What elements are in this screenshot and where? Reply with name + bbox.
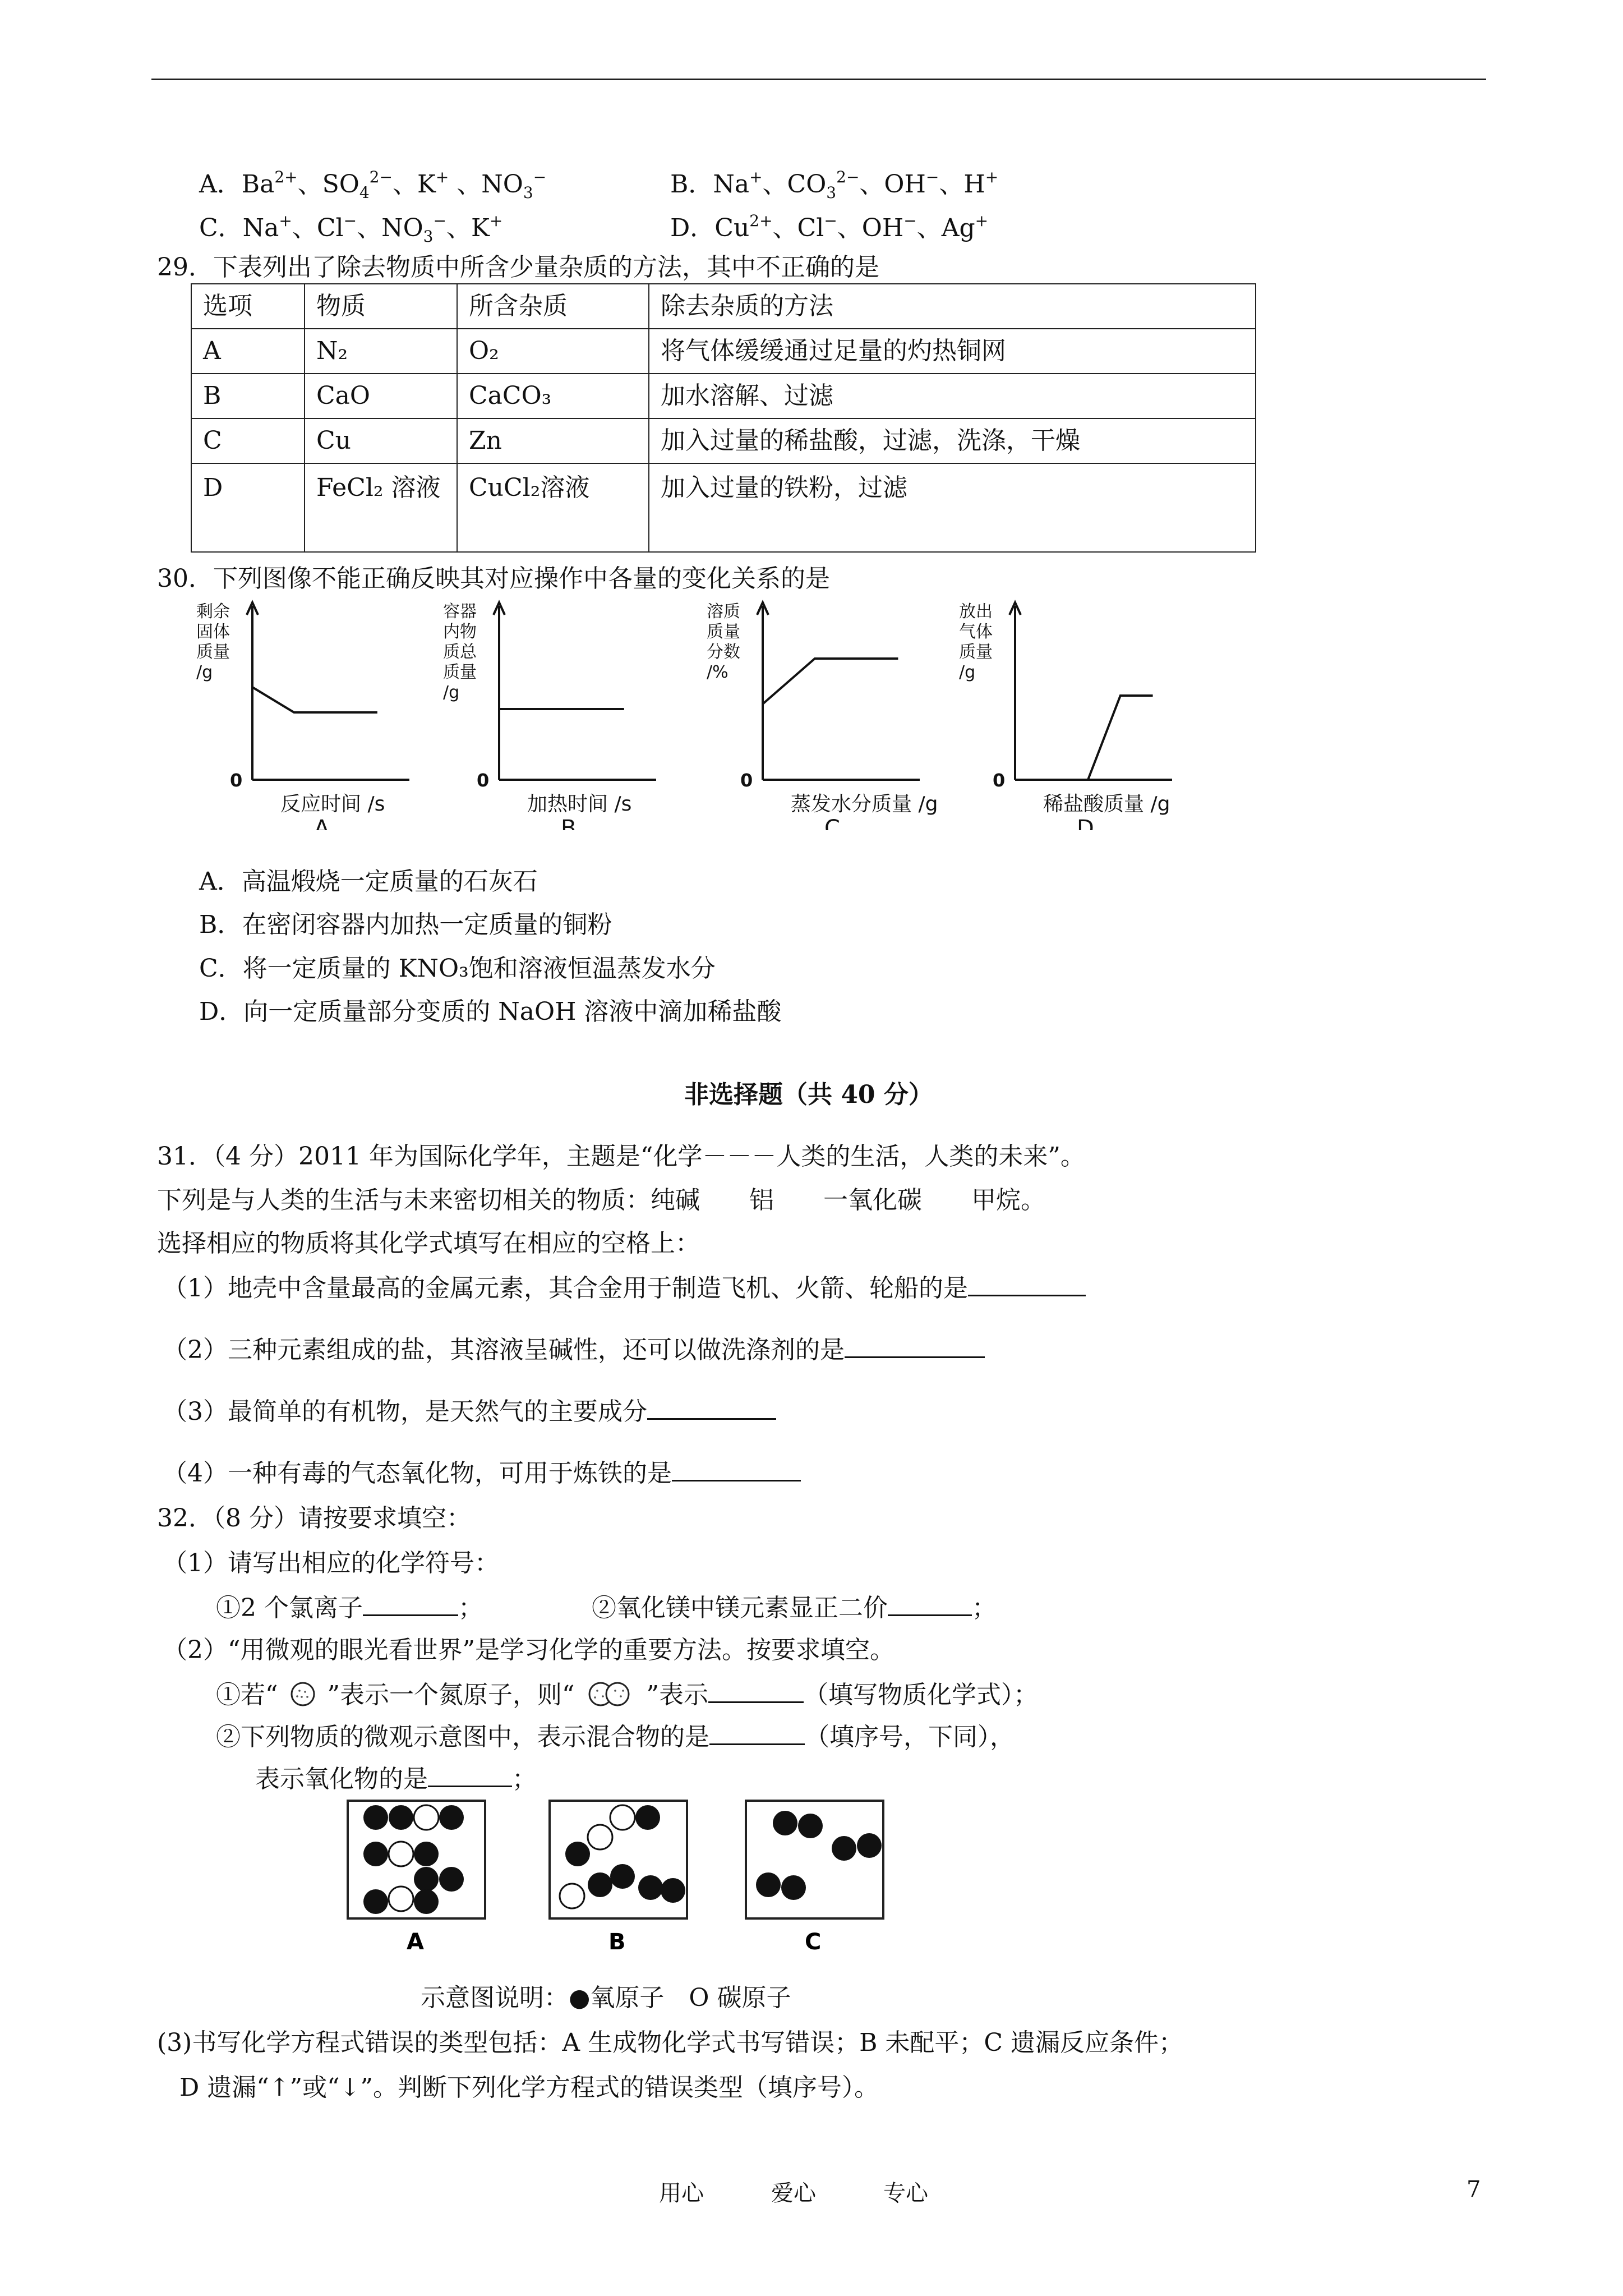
chart-letter: C <box>824 816 840 830</box>
chart-b <box>437 595 673 836</box>
answer-blank[interactable] <box>428 1761 512 1787</box>
footer-text: 用心 爱心 专心 <box>659 2180 928 2206</box>
series-line <box>1015 696 1153 780</box>
diagram-b <box>550 1801 687 1918</box>
chart-xlabel: 反应时间 /s <box>280 793 385 816</box>
chart-xlabel: 加热时间 /s <box>527 793 632 816</box>
q32-part2: （2）“用微观的眼光看世界”是学习化学的重要方法。按要求填空。 <box>163 1636 895 1664</box>
answer-blank[interactable] <box>363 1590 458 1616</box>
answer-blank[interactable] <box>647 1393 776 1420</box>
chart-ylabel: /g <box>443 683 460 702</box>
series-line <box>252 687 377 712</box>
chart-c-svg <box>701 595 937 830</box>
chart-ylabel: 质量 <box>196 642 230 662</box>
chart-ylabel: 容器 <box>443 602 477 622</box>
q32-part1: （1）请写出相应的化学符号： <box>163 1549 499 1577</box>
chart-ylabel: /g <box>196 662 213 682</box>
chart-ylabel: 溶质 <box>707 602 740 622</box>
diagram-label-b: B <box>608 1929 626 1955</box>
chart-ylabel: 固体 <box>196 622 230 642</box>
chart-a-svg <box>191 595 415 830</box>
chart-ylabel: 气体 <box>959 622 993 642</box>
table-row: B CaO CaCO₃ 加水溶解、过滤 <box>191 374 1256 418</box>
answer-blank[interactable] <box>968 1270 1086 1296</box>
q32-part3-line1: (3)书写化学方程式错误的类型包括：A 生成物化学式书写错误；B 未配平；C 遗漏反应条件； <box>157 2028 1184 2057</box>
table-row: C Cu Zn 加入过量的稀盐酸，过滤，洗涤，干燥 <box>191 418 1256 463</box>
chart-letter: D <box>1077 816 1094 830</box>
q30-option-b: B．在密闭容器内加热一定质量的铜粉 <box>199 910 612 939</box>
answer-blank[interactable] <box>672 1455 801 1481</box>
chart-origin: 0 <box>993 770 1006 791</box>
q31-item-4: （4）一种有毒的气态氧化物，可用于炼铁的是 <box>163 1453 801 1489</box>
chart-xlabel: 稀盐酸质量 /g <box>1043 793 1170 816</box>
q32-part2c: 表示氧化物的是 ； <box>255 1759 537 1795</box>
q31-item-1: （1）地壳中含量最高的金属元素，其合金用于制造飞机、火箭、轮船的是 <box>163 1268 1086 1304</box>
chart-xlabel: 蒸发水分质量 /g <box>791 793 937 816</box>
q29-table <box>191 283 1256 553</box>
chart-a <box>191 595 415 836</box>
diagram-a <box>348 1801 485 1918</box>
chart-ylabel: /% <box>707 662 728 682</box>
q30-option-d: D．向一定质量部分变质的 NaOH 溶液中滴加稀盐酸 <box>199 997 782 1026</box>
answer-blank[interactable] <box>888 1590 972 1616</box>
chart-ylabel: 质总 <box>443 642 477 662</box>
q31-line3: 选择相应的物质将其化学式填写在相应的空格上： <box>157 1229 700 1258</box>
q28-option-d: D．$Cu^{2+}$、Cl−、OH−、Ag+ <box>670 211 989 242</box>
diagram-label-c: C <box>805 1929 822 1955</box>
q31-item-2: （2）三种元素组成的盐，其溶液呈碱性，还可以做洗涤剂的是 <box>163 1329 985 1365</box>
chart-origin: 0 <box>740 770 753 791</box>
chart-ylabel: /g <box>959 662 976 682</box>
q28-option-c: C．Na+、Cl−、$NO_3^-$、K+ <box>199 211 503 246</box>
header-rule <box>151 79 1486 80</box>
chart-letter: B <box>561 816 577 830</box>
page-number: 7 <box>1467 2177 1481 2202</box>
answer-blank[interactable] <box>845 1332 985 1358</box>
diagram-label-a: A <box>407 1929 424 1955</box>
q28-option-b: B．Na+、$CO_3^{2-}$、OH−、H+ <box>670 168 999 202</box>
chart-b-svg <box>437 595 673 830</box>
q31-line1: 31．（4 分）2011 年为国际化学年，主题是“化学－－－人类的生活，人类的未来”。 <box>157 1142 1085 1171</box>
answer-blank[interactable] <box>709 1719 805 1745</box>
q31-item-3: （3）最简单的有机物，是天然气的主要成分 <box>163 1391 776 1427</box>
chart-ylabel: 分数 <box>707 642 740 662</box>
q32-part1a: ①2 个氯离子 ； <box>216 1588 483 1623</box>
q29-stem: 29．下表列出了除去物质中所含少量杂质的方法，其中不正确的是 <box>157 253 879 282</box>
molecule-diagrams <box>342 1795 953 1975</box>
chart-origin: 0 <box>230 770 243 791</box>
chart-ylabel: 质量 <box>443 662 477 682</box>
table-row: D FeCl₂ 溶液 CuCl₂溶液 加入过量的铁粉，过滤 <box>191 463 1256 552</box>
nitrogen-molecule-icon <box>583 1680 639 1708</box>
table-header-row: 选项 物质 所含杂质 除去杂质的方法 <box>191 284 1256 329</box>
q28-option-a: A．$Ba^{2+}$、$SO_4^{2-}$、K+ 、$NO_3^-$ <box>199 168 547 202</box>
q32-part1b: ②氧化镁中镁元素显正二价 ； <box>592 1588 997 1623</box>
q32-part2a: ①若“ ”表示一个氮原子，则“ ”表示 （填写物质化学式）； <box>216 1674 1038 1710</box>
chart-d-svg <box>953 595 1211 830</box>
q32-stem: 32．（8 分）请按要求填空： <box>157 1504 471 1533</box>
diagram-c <box>746 1801 883 1918</box>
chart-letter: A <box>314 816 330 830</box>
chart-c <box>701 595 937 836</box>
q30-stem: 30．下列图像不能正确反映其对应操作中各量的变化关系的是 <box>157 564 830 593</box>
q30-option-a: A．高温煅烧一定质量的石灰石 <box>199 867 538 896</box>
q32-part2b: ②下列物质的微观示意图中，表示混合物的是 （填序号，下同）， <box>216 1717 1015 1752</box>
nitrogen-atom-icon <box>286 1680 320 1708</box>
answer-blank[interactable] <box>708 1677 804 1703</box>
section-title: 非选择题（共 40 分） <box>684 1080 933 1109</box>
diagram-legend: 示意图说明：●氧原子 O 碳原子 <box>421 1984 791 2012</box>
table-row: A N₂ O₂ 将气体缓缓通过足量的灼热铜网 <box>191 329 1256 374</box>
chart-ylabel: 剩余 <box>196 602 230 622</box>
chart-origin: 0 <box>477 770 490 791</box>
chart-ylabel: 质量 <box>959 642 993 662</box>
q30-option-c: C．将一定质量的 KNO₃饱和溶液恒温蒸发水分 <box>199 954 716 983</box>
chart-ylabel: 质量 <box>707 622 740 642</box>
chart-d <box>953 595 1211 836</box>
chart-ylabel: 内物 <box>443 622 477 642</box>
q32-part3-line2: D 遗漏“↑”或“↓”。判断下列化学方程式的错误类型（填序号）。 <box>179 2073 879 2102</box>
chart-ylabel: 放出 <box>959 602 993 622</box>
q31-line2: 下列是与人类的生活与未来密切相关的物质：纯碱 铝 一氧化碳 甲烷。 <box>157 1186 1045 1214</box>
series-line <box>763 659 898 704</box>
